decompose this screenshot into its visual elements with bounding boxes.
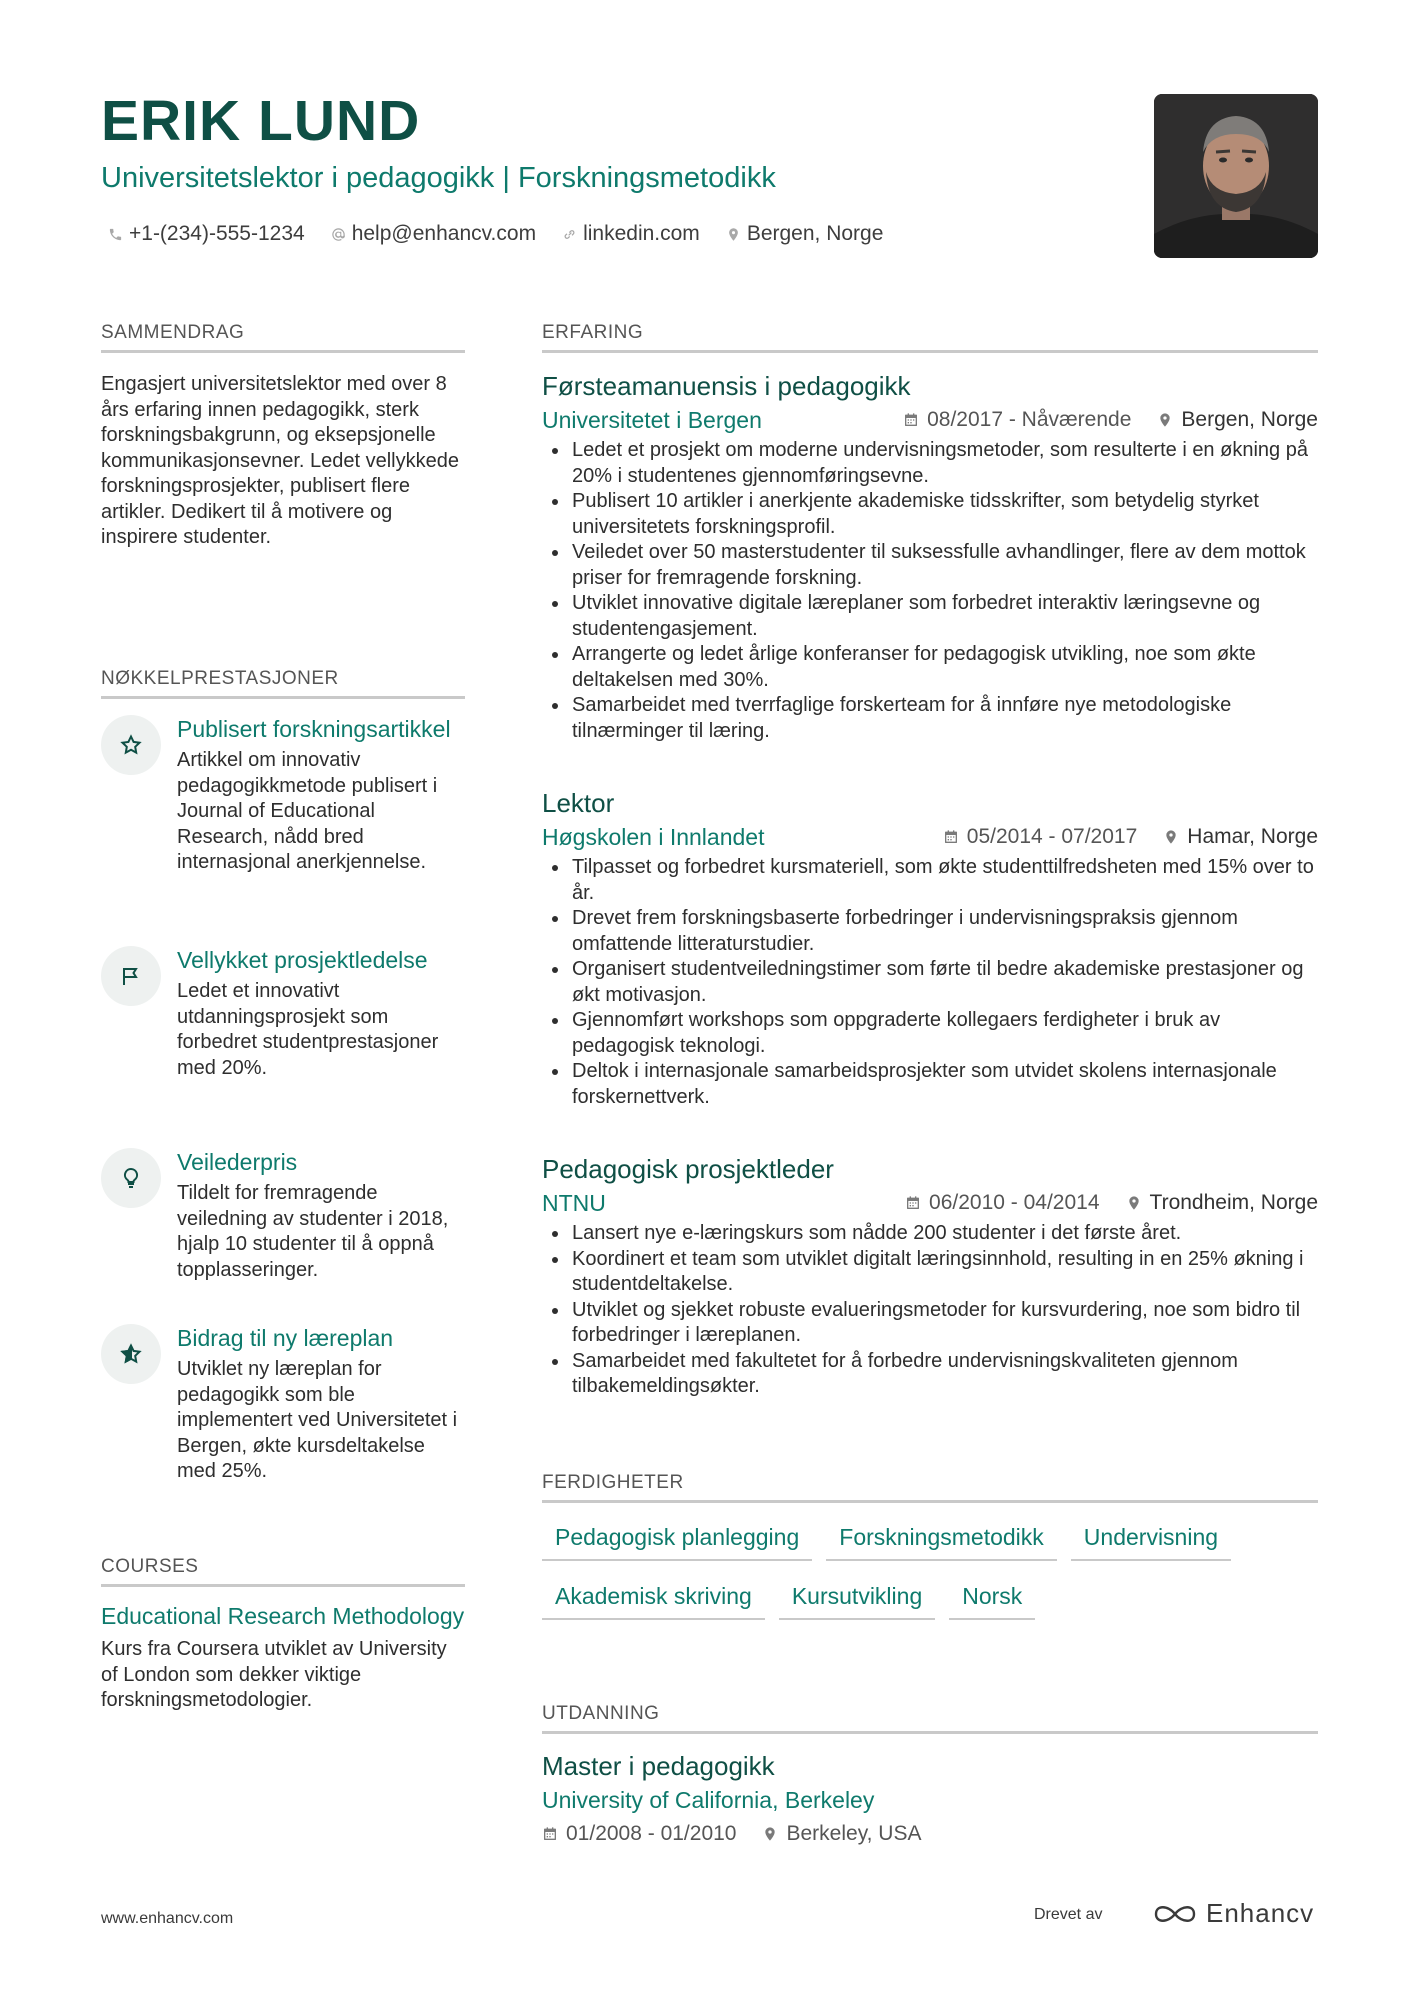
bullet-item: • Ledet et prosjekt om moderne undervisningsmetoder, som resulterte i en økning på 20% i studentenes gjennomføringsevne. [570, 438, 1318, 489]
job-date-text: 06/2010 - 04/2014 [929, 1191, 1100, 1214]
achievement-item [101, 715, 469, 876]
achievement-item [101, 1148, 469, 1283]
achievement-title: Publisert forskningsartikkel [177, 716, 451, 742]
star-icon [119, 733, 143, 757]
job-date [905, 1189, 1099, 1217]
flag-icon [119, 964, 143, 988]
lightbulb-icon [119, 1166, 143, 1190]
experience-item [542, 787, 1318, 1110]
location-text: Bergen, Norge [746, 222, 884, 245]
bullet-item: • Tilpasset og forbedret kursmateriell, som økte studenttilfredsheten med 15% over to år. [570, 855, 1318, 906]
calendar-icon [903, 412, 919, 428]
skill-tag: Norsk [949, 1583, 1035, 1620]
enhancv-logo-text: Enhancv [1206, 1898, 1315, 1928]
location-pin-icon [1163, 829, 1179, 845]
calendar-icon [905, 1195, 921, 1211]
link-icon [562, 227, 577, 242]
job-date [943, 823, 1137, 851]
bullet-item: • Veiledet over 50 masterstudenter til suksessfulle avhandlinger, flere av dem mottok priser for fremragende forskning. [570, 540, 1318, 591]
section-title-experience-text: ERFARING [542, 322, 644, 343]
section-title-experience [542, 322, 1318, 353]
job-location [1163, 823, 1318, 851]
portrait-image [1154, 94, 1318, 258]
profile-photo [1154, 94, 1318, 258]
achievement-icon-wrap [101, 946, 161, 1006]
job-date-text: 05/2014 - 07/2017 [966, 825, 1138, 848]
contact-phone [108, 222, 305, 246]
section-title-courses-text: COURSES [101, 1556, 199, 1577]
calendar-icon [943, 829, 959, 845]
job-date-text: 08/2017 - Nåværende [927, 408, 1132, 431]
contact-bar [108, 222, 883, 246]
job-location-text: Trondheim, Norge [1149, 1191, 1318, 1214]
achievement-icon-wrap [101, 1324, 161, 1384]
achievement-desc: Utviklet ny læreplan for pedagogikk som ble implementert ved Universitetet i Bergen, økte kursdeltakelse med 25%. [177, 1358, 458, 1482]
achievement-title: Vellykket prosjektledelse [177, 947, 428, 973]
bullet-item: • Deltok i internasjonale samarbeidsprosjekter som utvidet skolens internasjonale forskernettverk. [570, 1059, 1318, 1110]
star-half-icon [119, 1342, 143, 1366]
edu-location-text: Berkeley, USA [786, 1822, 922, 1845]
bullet-item: • Organisert studentveiledningstimer som førte til bedre akademiske prestasjoner og økt motivasjon. [570, 957, 1318, 1008]
skill-tag: Kursutvikling [779, 1583, 935, 1620]
footer-url[interactable]: www.enhancv.com [101, 1910, 234, 1927]
contact-email[interactable] [331, 222, 536, 246]
course-item [101, 1602, 465, 1714]
at-icon [331, 227, 346, 242]
enhancv-logo[interactable] [1152, 1898, 1314, 1929]
enhancv-logo-icon [1152, 1901, 1198, 1927]
phone-icon [108, 227, 123, 242]
edu-date-text: 01/2008 - 01/2010 [566, 1822, 737, 1845]
achievement-item [101, 1324, 469, 1485]
course-desc: Kurs fra Coursera utviklet av University of London som dekker viktige forskningsmetodologier. [101, 1638, 447, 1711]
footer-powered-by: Drevet av [1034, 1906, 1103, 1923]
section-title-education [542, 1703, 1318, 1734]
bullet-item: • Arrangerte og ledet årlige konferanser for pedagogisk utvikling, noe som økte deltakelsen med 30%. [570, 642, 1318, 693]
job-company: Universitetet i Bergen [542, 407, 762, 433]
achievement-title: Veilederpris [177, 1149, 298, 1175]
bullet-item: • Utviklet og sjekket robuste evalueringsmetoder for kursvurdering, noe som bidro til forbedringer i læreplanen. [570, 1298, 1318, 1349]
skill-tag: Pedagogisk planlegging [542, 1524, 812, 1561]
achievement-desc: Artikkel om innovativ pedagogikkmetode publisert i Journal of Educational Research, nådd bred internasjonal anerkjennelse. [177, 749, 438, 873]
contact-linkedin[interactable] [562, 222, 700, 246]
experience-item [542, 1153, 1318, 1400]
experience-item [542, 370, 1318, 744]
candidate-title: Universitetslektor i pedagogikk | Forskningsmetodikk [101, 162, 776, 194]
linkedin-text: linkedin.com [583, 222, 700, 245]
bullet-item: • Publisert 10 artikler i anerkjente akademiske tidsskrifter, som betydelig styrket universitetets forskningsprofil. [570, 489, 1318, 540]
section-title-skills [542, 1472, 1318, 1503]
job-location [1157, 406, 1318, 434]
section-title-courses [101, 1556, 465, 1587]
candidate-name: ERIK LUND [101, 89, 421, 153]
section-title-achievements [101, 668, 465, 699]
location-pin-icon [1157, 412, 1173, 428]
section-title-summary [101, 322, 465, 353]
job-company: Høgskolen i Innlandet [542, 824, 765, 850]
job-location [1126, 1189, 1318, 1217]
achievement-title: Bidrag til ny læreplan [177, 1325, 394, 1351]
phone-text: +1-(234)-555-1234 [129, 222, 305, 245]
email-text: help@enhancv.com [351, 222, 537, 245]
contact-location [726, 222, 884, 246]
achievement-desc: Tildelt for fremragende veiledning av studenter i 2018, hjalp 10 studenter til å oppnå topplasseringer. [177, 1182, 449, 1281]
job-location-text: Bergen, Norge [1181, 408, 1318, 431]
summary-text: Engasjert universitetslektor med over 8 års erfaring innen pedagogikk, sterk forskningsbakgrunn, og eksepsjonelle kommunikasjonsevner. Ledet vellykkede forskningsprosjekter, publisert flere artikler. Dedikert til å motivere og inspirere studenter. [101, 373, 459, 548]
section-title-summary-text: SAMMENDRAG [101, 322, 245, 343]
job-company: NTNU [542, 1190, 606, 1216]
calendar-icon [542, 1826, 558, 1842]
skill-tag: Undervisning [1071, 1524, 1231, 1561]
section-title-education-text: UTDANNING [542, 1703, 660, 1724]
bullet-item: • Samarbeidet med fakultetet for å forbedre undervisningskvaliteten gjennom tilbakemeldingsøkter. [570, 1349, 1318, 1400]
job-title: Lektor [542, 788, 615, 818]
job-title: Pedagogisk prosjektleder [542, 1154, 834, 1184]
edu-location [762, 1820, 921, 1848]
job-bullets [542, 855, 1318, 1110]
bullet-item: • Lansert nye e-læringskurs som nådde 200 studenter i det første året. [570, 1221, 1318, 1247]
bullet-item: • Koordinert et team som utviklet digitalt læringsinnhold, resulting in en 25% økning i studentdeltakelse. [570, 1247, 1318, 1298]
bullet-item: • Drevet frem forskningsbaserte forbedringer i undervisningspraksis gjennom omfattende litteraturstudier. [570, 906, 1318, 957]
skill-tag: Forskningsmetodikk [826, 1524, 1057, 1561]
job-date [903, 406, 1131, 434]
bullet-item: • Utviklet innovative digitale læreplaner som forbedret interaktiv læringsevne og studentengasjement. [570, 591, 1318, 642]
section-title-skills-text: FERDIGHETER [542, 1472, 684, 1493]
location-pin-icon [726, 227, 741, 242]
job-bullets [542, 438, 1318, 744]
skills-list [542, 1524, 1318, 1620]
degree-title: Master i pedagogikk [542, 1751, 775, 1781]
education-item [542, 1750, 1318, 1848]
section-title-achievements-text: NØKKELPRESTASJONER [101, 668, 339, 689]
school-name: University of California, Berkeley [542, 1787, 875, 1813]
edu-date [542, 1820, 736, 1848]
job-title: Førsteamanuensis i pedagogikk [542, 371, 911, 401]
course-title: Educational Research Methodology [101, 1603, 465, 1629]
job-location-text: Hamar, Norge [1187, 825, 1318, 848]
bullet-item: • Gjennomført workshops som oppgraderte kollegaers ferdigheter i bruk av pedagogisk teknologi. [570, 1008, 1318, 1059]
bullet-item: • Samarbeidet med tverrfaglige forskerteam for å innføre nye metodologiske tilnærminger til læring. [570, 693, 1318, 744]
skill-tag: Akademisk skriving [542, 1583, 765, 1620]
achievement-desc: Ledet et innovativt utdanningsprosjekt som forbedret studentprestasjoner med 20%. [177, 980, 439, 1079]
location-pin-icon [1126, 1195, 1142, 1211]
achievement-icon-wrap [101, 715, 161, 775]
job-bullets [542, 1221, 1318, 1400]
achievement-item [101, 946, 469, 1081]
location-pin-icon [762, 1826, 778, 1842]
achievement-icon-wrap [101, 1148, 161, 1208]
